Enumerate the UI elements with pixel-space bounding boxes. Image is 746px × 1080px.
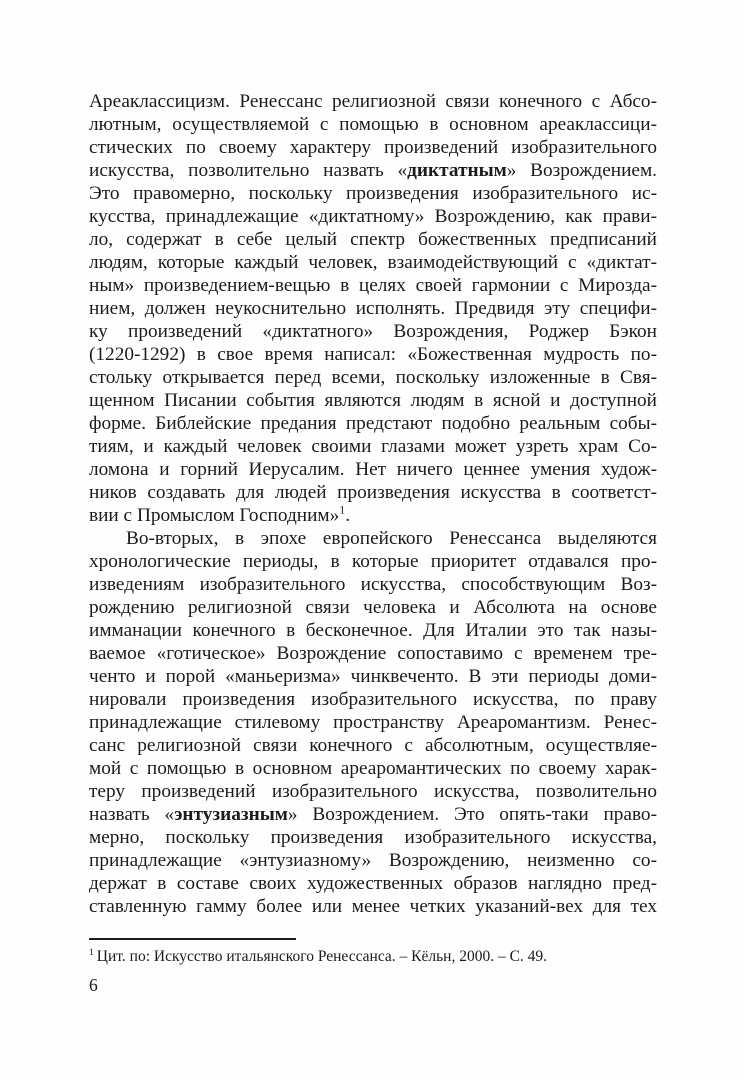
text-segment: ченто и порой «маньеризма» чинквеченто. В эти периоды доми- [89,666,657,687]
text-line [89,734,657,757]
text-segment: ников создавать для людей произведения искусства в соответст- [89,482,657,503]
text-segment: рождению религиозной связи человека и Абсолюта на основе [89,597,657,618]
text-segment: имманации конечного в бесконечное. Для Италии это так назы- [89,620,657,641]
text-segment: (1220-1292) в свое время написал: «Божественная мудрость по- [89,344,657,365]
text-line [89,665,657,688]
text-line [89,780,657,803]
text-segment: назвать « [89,804,175,825]
text-line [89,366,657,389]
text-segment: хронологические периоды, в которые приоритет отдавался про- [89,551,657,572]
text-line [89,182,657,205]
text-segment: . [345,505,351,526]
text-line [89,159,657,182]
text-segment: лютным, осуществляемой с помощью в основном ареаклассици- [89,114,657,135]
text-line [89,343,657,366]
text-line [89,826,657,849]
text-segment: теру произведений изобразительного искусства, позволительно [89,781,657,802]
text-segment: Это правомерно, поскольку произведения изобразительного ис- [89,183,657,204]
text-line [89,251,657,274]
text-segment: кусства, принадлежащие «диктатному» Возрождению, как прави- [89,206,657,227]
bold-term: диктатным [407,160,507,181]
text-line [89,895,657,918]
text-line [89,389,657,412]
text-segment: вии с Промыслом Господним» [89,505,340,526]
text-line [89,688,657,711]
text-segment: держат в составе своих художественных образов наглядно пред- [89,873,657,894]
text-segment: ломона и горний Иерусалим. Нет ничего ценнее умения худож- [89,459,657,480]
text-segment: » Возрождением. [506,160,657,181]
bold-term: энтузиазным [174,804,288,825]
text-segment: Ареаклассицизм. Ренессанс религиозной связи конечного с Абсо- [89,91,657,112]
text-segment: мерно, поскольку произведения изобразительного искусства, [89,827,657,848]
text-line [89,849,657,872]
paragraph-1 [89,90,657,527]
text-block [89,90,657,918]
text-segment: ло, содержат в себе целый спектр божественных предписаний [89,229,657,250]
paragraph-2 [89,527,657,918]
text-line [89,481,657,504]
text-line [89,757,657,780]
text-segment: людям, которые каждый человек, взаимодействующий с «диктат- [89,252,657,273]
footnote-text: Цит. по: Искусство итальянского Ренессанса. – Кёльн, 2000. – С. 49. [96,948,548,965]
text-segment: форме. Библейские предания предстают подобно реальным собы- [89,413,657,434]
text-line [89,872,657,895]
text-segment: Во-вторых, в эпохе европейского Ренессанса выделяются [126,528,657,549]
text-line [89,90,657,113]
text-line [89,803,657,826]
text-line [89,458,657,481]
text-line [89,205,657,228]
text-segment: мой с помощью в основном ареаромантических по своему харак- [89,758,657,779]
footnote-reference: 1 [339,502,346,517]
text-line [89,320,657,343]
text-line [89,550,657,573]
text-line [89,527,657,550]
text-segment: тиям, и каждый человек своими глазами может узреть храм Со- [89,436,657,457]
text-line [89,711,657,734]
page-number: 6 [89,975,98,995]
text-segment: изведениям изобразительного искусства, способствующим Воз- [89,574,657,595]
text-segment: ваемое «готическое» Возрождение сопоставимо с временем тре- [89,643,657,664]
text-line [89,642,657,665]
text-line [89,274,657,297]
text-line [89,297,657,320]
text-line [89,596,657,619]
text-segment: ку произведений «диктатного» Возрождения, Роджер Бэкон [89,321,657,342]
text-line [89,113,657,136]
text-segment: щенном Писании события являются людям в ясной и доступной [89,390,657,411]
footnote [89,946,657,967]
text-segment: » Возрождением. Это опять-таки право- [287,804,657,825]
text-segment: искусства, позволительно назвать « [89,160,408,181]
footnote-separator [89,938,296,940]
text-segment: ным» произведением-вещью в целях своей гармонии с Мирозда- [89,275,657,296]
text-segment: санс религиозной связи конечного с абсолютным, осуществляе- [89,735,657,756]
text-segment: принадлежащие стилевому пространству Ареаромантизм. Ренес- [89,712,657,733]
text-segment: нием, должен неукоснительно исполнять. Предвидя эту специфи- [89,298,657,319]
text-line [89,504,657,527]
text-line [89,412,657,435]
text-segment: стольку открывается перед всеми, поскольку изложенные в Свя- [89,367,657,388]
text-segment: ставленную гамму более или менее четких указаний-вех для тех [89,896,657,917]
text-segment: нировали произведения изобразительного искусства, по праву [89,689,657,710]
text-line [89,136,657,159]
text-segment: принадлежащие «энтузиазному» Возрождению, неизменно со- [89,850,657,871]
text-segment: стических по своему характеру произведений изобразительного [89,137,657,158]
text-line [89,619,657,642]
text-line [89,435,657,458]
footnote-marker: 1 [89,946,94,958]
text-line [89,228,657,251]
text-line [89,573,657,596]
